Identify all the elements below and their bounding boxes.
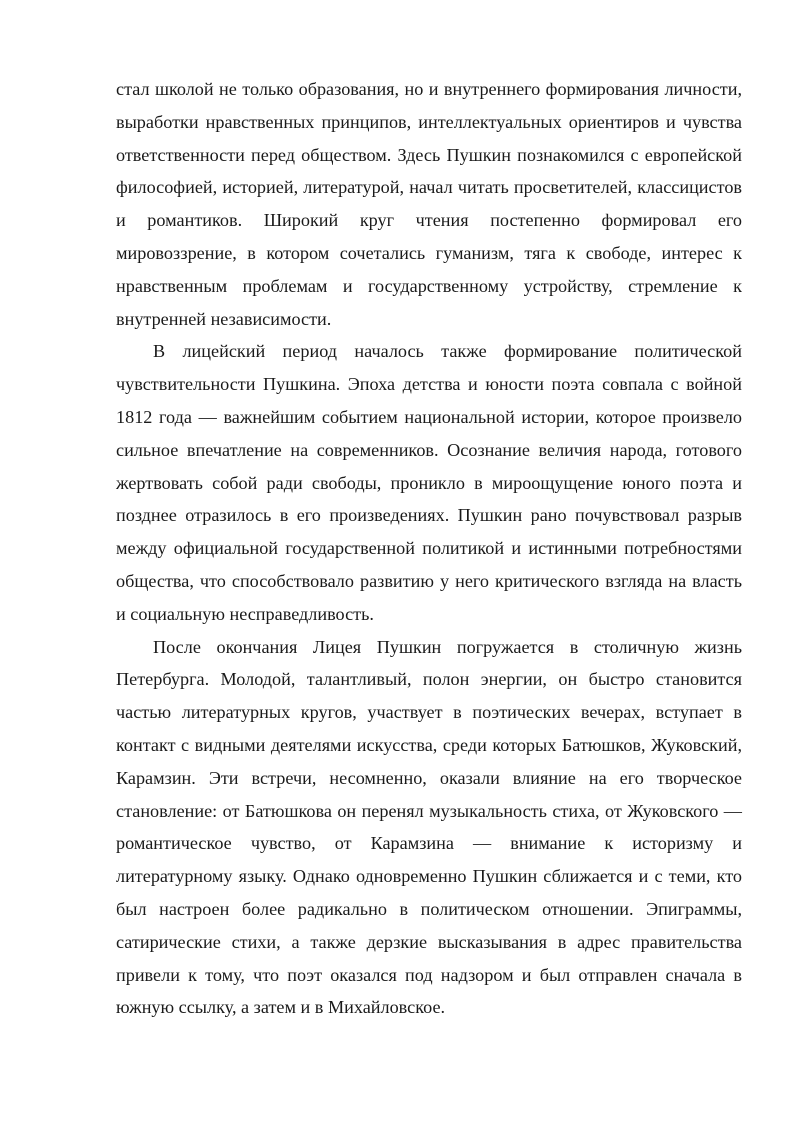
paragraph-lyceum-politics: В лицейский период началось также формирование политической чувствительности Пушкина. Эпоха детства и юности поэта совпала с войной 1812 года — важнейшим событием национальной истории, которое произвело сильное впечатление на современников. Осознание величия народа, готового жертвовать собой ради свободы, проникло в мироощущение юного поэта и позднее отразилось в его произведениях. Пушкин рано почувствовал разрыв между официальной государственной политикой и истинными потребностями общества, что способствовало развитию у него критического взгляда на власть и социальную несправедливость.: [116, 341, 742, 624]
document-body: [116, 73, 742, 1024]
paragraph-continuation: стал школой не только образования, но и внутреннего формирования личности, выработки нравственных принципов, интеллектуальных ориентиров и чувства ответственности перед обществом. Здесь Пушкин познакомился с европейской философией, историей, литературой, начал читать просветителей, классицистов и романтиков. Широкий круг чтения постепенно формировал его мировоззрение, в котором сочетались гуманизм, тяга к свободе, интерес к нравственным проблемам и государственному устройству, стремление к внутренней независимости.: [116, 79, 742, 329]
paragraph-petersburg-life: После окончания Лицея Пушкин погружается в столичную жизнь Петербурга. Молодой, талантливый, полон энергии, он быстро становится частью литературных кругов, участвует в поэтических вечерах, вступает в контакт с видными деятелями искусства, среди которых Батюшков, Жуковский, Карамзин. Эти встречи, несомненно, оказали влияние на его творческое становление: от Батюшкова он перенял музыкальность стиха, от Жуковского — романтическое чувство, от Карамзина — внимание к историзму и литературному языку. Однако одновременно Пушкин сближается и с теми, кто был настроен более радикально в политическом отношении. Эпиграммы, сатирические стихи, а также дерзкие высказывания в адрес правительства привели к тому, что поэт оказался под надзором и был отправлен сначала в южную ссылку, а затем и в Михайловское.: [116, 636, 742, 1018]
